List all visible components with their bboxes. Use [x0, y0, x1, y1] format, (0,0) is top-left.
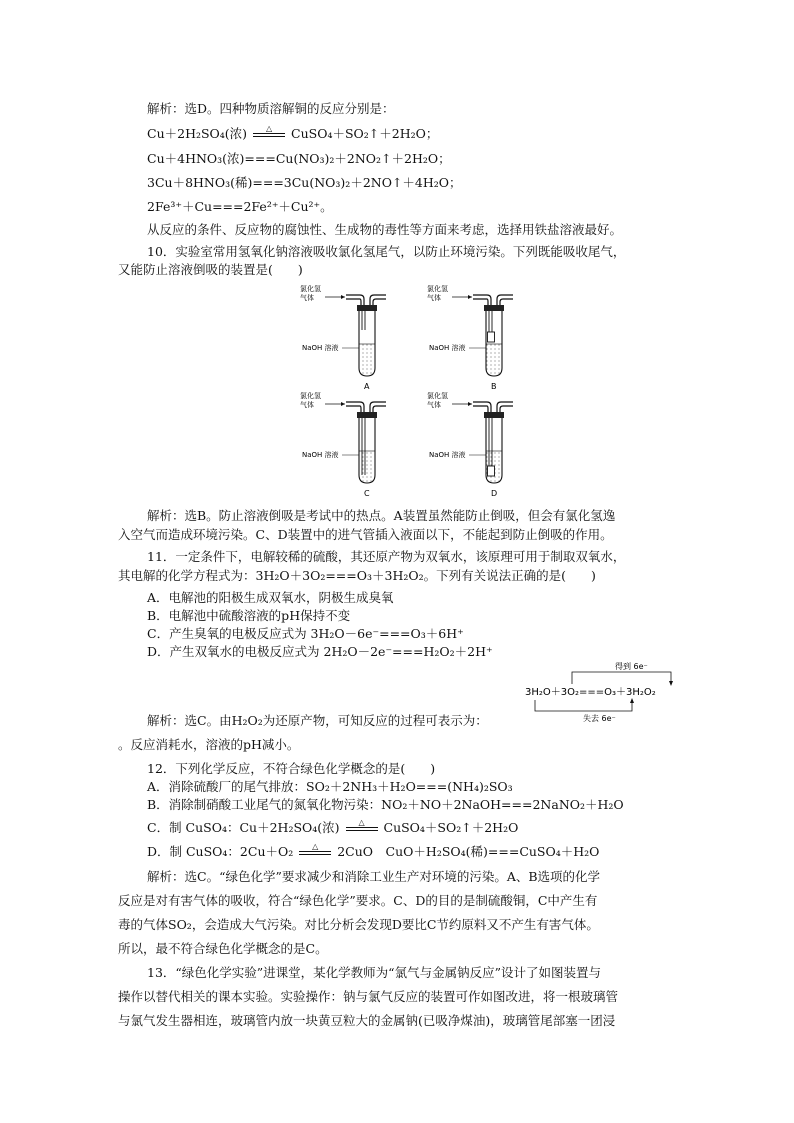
gas-label-d-1: 氯化氢: [427, 392, 448, 400]
electron-transfer-diagram: [525, 660, 685, 722]
heat-symbol: △: [265, 123, 273, 133]
option-label-b: B: [491, 382, 497, 391]
q10-solution-line-1: 解析：选B。防止溶液倒吸是考试中的热点。A装置虽然能防止倒吸，但会有氯化氢逸: [147, 508, 616, 523]
q12-solution-line-4: 所以，最不符合绿色化学概念的是C。: [118, 941, 328, 956]
q12-option-a: A．消除硫酸厂的尾气排放：SO₂＋2NH₃＋H₂O===(NH₄)₂SO₃: [147, 779, 513, 794]
q12-option-c-left: C．制 CuSO₄：Cu＋2H₂SO₄(浓): [147, 820, 340, 835]
heating-equals-sign: [299, 841, 331, 858]
q11-stem-line-1: 11．一定条件下，电解较稀的硫酸，其还原产物为双氧水，该原理可用于制取双氧水，: [147, 549, 626, 564]
q9-eq1-right: CuSO₄＋SO₂↑＋2H₂O；: [291, 126, 439, 141]
gain-electrons-label: 得到 6e⁻: [615, 662, 648, 671]
apparatus-b: [427, 284, 513, 391]
q9-solution-intro: 解析：选D。四种物质溶解铜的反应分别是：: [147, 101, 395, 116]
heating-equals-sign: [253, 123, 285, 140]
q11-option-c: C．产生臭氧的电极反应式为 3H₂O－6e⁻===O₃＋6H⁺: [147, 626, 464, 641]
q12-solution-line-2: 反应是对有害气体的吸收，符合“绿色化学”要求。C、D的目的是制硫酸铜，C中产生有: [118, 893, 598, 908]
gas-label-d-2: 气体: [427, 401, 441, 409]
q9-eq1-left: Cu＋2H₂SO₄(浓): [147, 126, 248, 141]
q9-equation-4: 2Fe³⁺＋Cu===2Fe²⁺＋Cu²⁺。: [147, 199, 333, 214]
apparatus-c: [300, 391, 386, 498]
q12-option-d: [147, 841, 600, 860]
gas-label-b-1: 氯化氢: [427, 285, 448, 293]
q12-solution-line-1: 解析：选C。“绿色化学”要求减少和消除工业生产对环境的污染。A、B选项的化学: [147, 869, 601, 884]
gas-label-c-2: 气体: [300, 401, 314, 409]
heat-symbol: △: [358, 817, 365, 827]
option-label-a: A: [364, 382, 370, 391]
heating-equals-sign: [346, 817, 378, 834]
solution-label-a: NaOH 溶液: [302, 344, 339, 352]
q13-line-2: 操作以替代相关的课本实验。实验操作：钠与氯气反应的装置可作如图改进，将一根玻璃管: [118, 989, 619, 1004]
q12-option-c: [147, 817, 519, 836]
q10-apparatus-figure: [290, 280, 520, 502]
q10-stem-line-2: 又能防止溶液倒吸的装置是( ): [118, 262, 303, 277]
lose-electrons-label: 失去 6e⁻: [583, 714, 616, 722]
q12-solution-line-3: 毒的气体SO₂，会造成大气污染。对比分析会发现D要比C节约原料又不产生有害气体。: [118, 917, 599, 932]
q13-line-3: 与氯气发生器相连，玻璃管内放一块黄豆粒大的金属钠(已吸净煤油)，玻璃管尾部塞一团浸: [118, 1013, 616, 1028]
solution-label-c: NaOH 溶液: [302, 451, 339, 459]
q12-option-b: B．消除制硝酸工业尾气的氮氧化物污染：NO₂＋NO＋2NaOH===2NaNO₂＋H₂O: [147, 797, 624, 812]
redox-equation: 3H₂O＋3O₂===O₃＋3H₂O₂: [525, 687, 656, 698]
q9-equation-1: [147, 123, 439, 142]
q11-stem-line-2: 其电解的化学方程式为：3H₂O＋3O₂===O₃＋3H₂O₂。下列有关说法正确的是( ): [118, 568, 596, 583]
q13-line-1: 13．“绿色化学实验”进课堂，某化学教师为“氯气与金属钠反应”设计了如图装置与: [147, 965, 601, 980]
q11-option-d: D．产生双氧水的电极反应式为 2H₂O－2e⁻===H₂O₂＋2H⁺: [147, 644, 493, 659]
option-label-c: C: [364, 489, 370, 498]
q10-solution-line-2: 入空气而造成环境污染。C、D装置中的进气管插入液面以下，不能起到防止倒吸的作用。: [118, 527, 613, 542]
gas-label-a-2: 气体: [300, 294, 314, 302]
q12-option-d-right: 2CuO CuO＋H₂SO₄(稀)===CuSO₄＋H₂O: [337, 844, 600, 859]
option-label-d: D: [491, 489, 498, 498]
gas-label-c-1: 氯化氢: [300, 392, 321, 400]
q9-conclusion: 从反应的条件、反应物的腐蚀性、生成物的毒性等方面来考虑，选择用铁盐溶液最好。: [147, 222, 623, 237]
q11-solution-line-2: 。反应消耗水，溶液的pH减小。: [118, 737, 300, 752]
apparatus-a: [300, 284, 386, 391]
solution-label-b: NaOH 溶液: [429, 344, 466, 352]
gas-label-b-2: 气体: [427, 294, 441, 302]
q12-stem: 12．下列化学反应，不符合绿色化学概念的是( ): [147, 761, 436, 776]
q12-option-d-left: D．制 CuSO₄：2Cu＋O₂: [147, 844, 294, 859]
q10-stem-line-1: 10．实验室常用氢氧化钠溶液吸收氯化氢尾气，以防止环境污染。下列既能吸收尾气，: [147, 244, 626, 259]
q11-solution-line-1: 解析：选C。由H₂O₂为还原产物，可知反应的过程可表示为：: [147, 713, 488, 728]
heat-symbol: △: [312, 841, 319, 851]
q11-option-b: B．电解池中硫酸溶液的pH保持不变: [147, 608, 351, 623]
q9-equation-2: Cu＋4HNO₃(浓)===Cu(NO₃)₂＋2NO₂↑＋2H₂O；: [147, 151, 451, 166]
solution-label-d: NaOH 溶液: [429, 451, 466, 459]
q12-option-c-right: CuSO₄＋SO₂↑＋2H₂O: [383, 820, 519, 835]
apparatus-d: [427, 391, 513, 498]
gas-label-a-1: 氯化氢: [300, 285, 321, 293]
q11-option-a: A．电解池的阳极生成双氧水，阴极生成臭氧: [147, 590, 394, 605]
q9-equation-3: 3Cu＋8HNO₃(稀)===3Cu(NO₃)₂＋2NO↑＋4H₂O；: [147, 175, 462, 190]
